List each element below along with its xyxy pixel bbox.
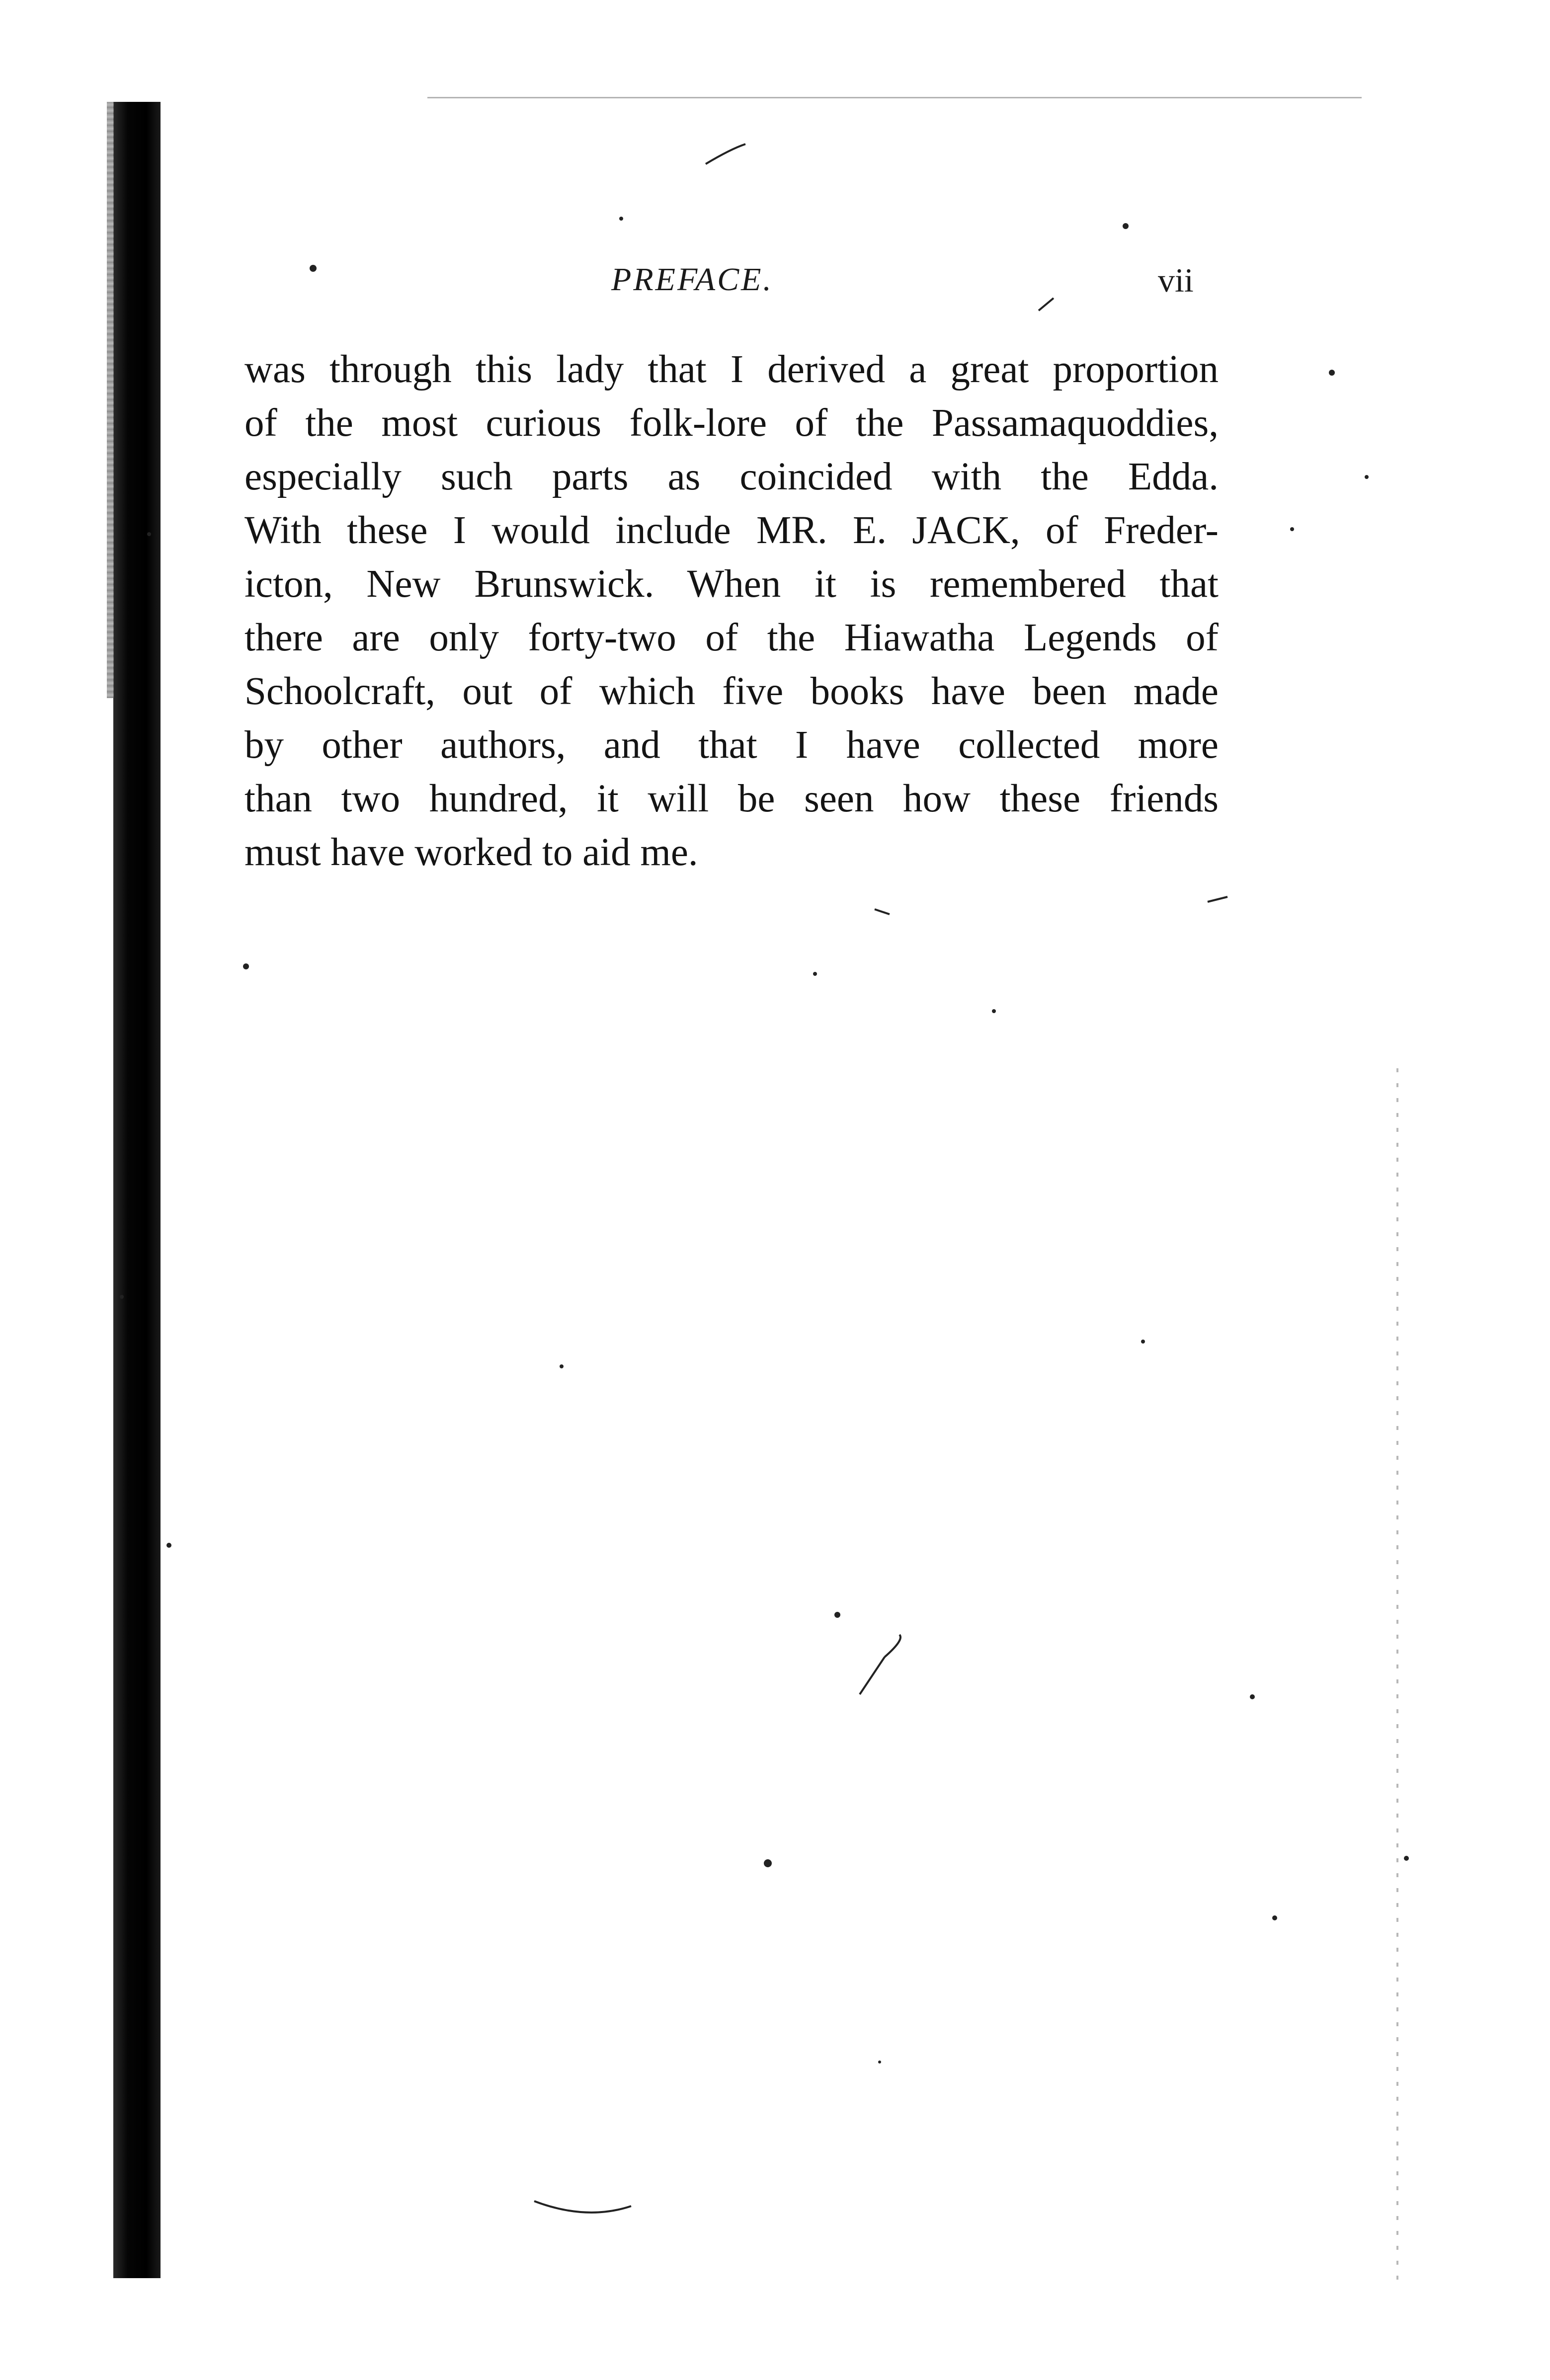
text-line: than two hundred, it will be seen how these friends: [245, 777, 1219, 820]
text-line: was through this lady that I derived a great proportion: [245, 348, 1219, 391]
text-line: of the most curious folk-lore of the Passamaquoddies,: [245, 401, 1219, 445]
text-line: there are only forty-two of the Hiawatha Legends of: [245, 616, 1219, 659]
text-line: With these I would include MR. E. JACK, of Freder-: [245, 509, 1219, 552]
text-line: especially such parts as coincided with the Edda.: [245, 455, 1219, 498]
text-line: icton, New Brunswick. When it is remembered that: [245, 562, 1219, 606]
text-line: by other authors, and that I have collected more: [245, 723, 1219, 767]
page-number: vii: [1158, 261, 1194, 299]
running-title: PREFACE.: [611, 261, 773, 298]
text-line: Schoolcraft, out of which five books have been made: [245, 670, 1219, 713]
text-line: must have worked to aid me.: [245, 831, 698, 874]
